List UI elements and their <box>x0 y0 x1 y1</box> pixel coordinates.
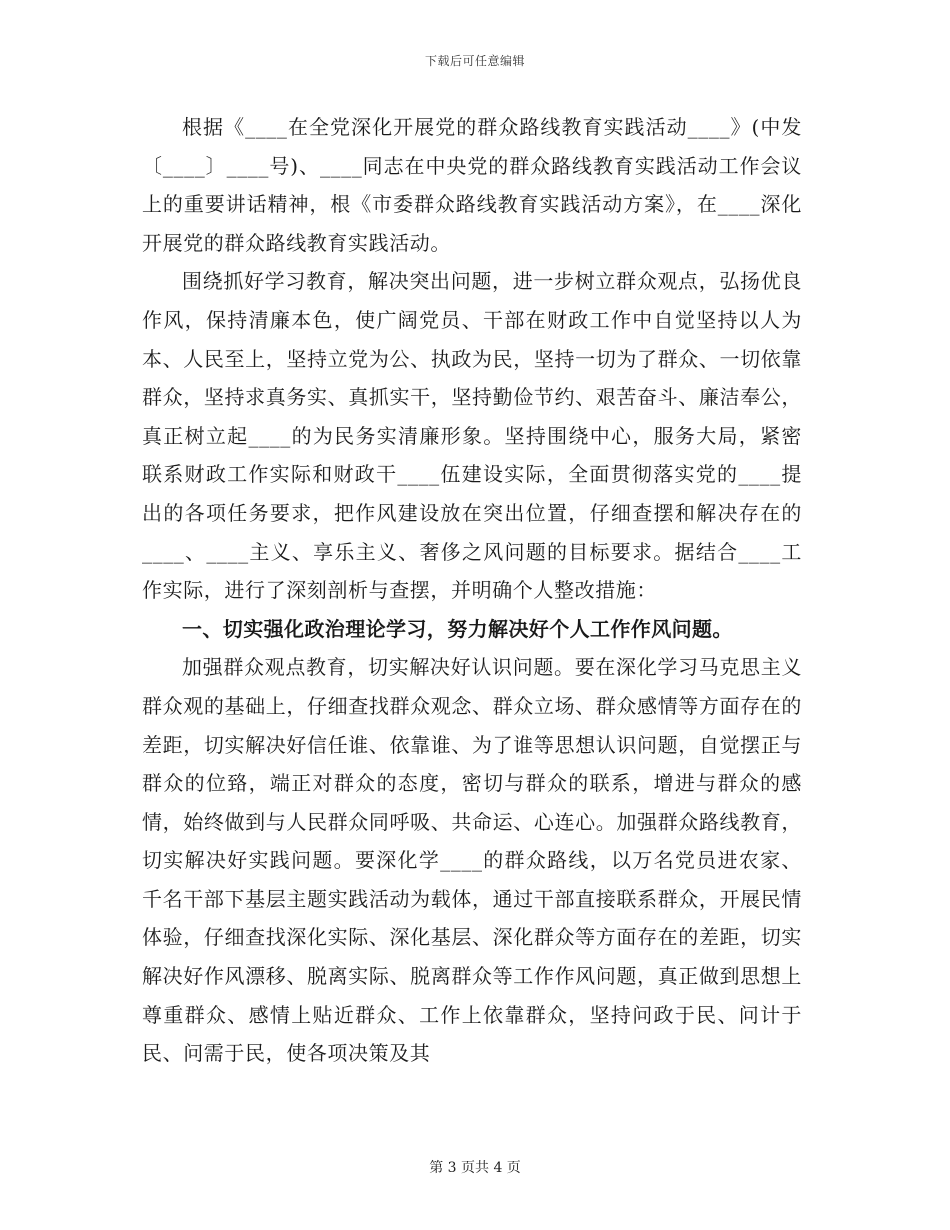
section-heading-1: 一、切实强化政治理论学习，努力解决好个人工作作风问题。 <box>182 616 733 641</box>
paragraph-section-1-body: 加强群众观点教育，切实解决好认识问题。要在深化学习马克思主义群众观的基础上，仔细查找群众观念、群众立场、群众感情等方面存在的差距，切实解决好信任谁、依靠谁、为了谁等思想认识问题，自觉摆正与群众的位臵，端正对群众的态度，密切与群众的联系，增进与群众的感情，始终做到与人民群众同呼吸、共命运、心连心。加强群众路线教育，切实解决好实践问题。要深化学____的群众路线，以万名党员进农家、千名干部下基层主题实践活动为载体，通过干部直接联系群众，开展民情体验，仔细查找深化实际、深化基层、深化群众等方面存在的差距，切实解决好作风漂移、脱离实际、脱离群众等工作作风问题，真正做到思想上尊重群众、感情上贴近群众、工作上依靠群众，坚持问政于民、问计于民、问需于民，使各项决策及其 <box>142 655 802 1066</box>
page-number: 第 3 页共 4 页 <box>429 1160 521 1176</box>
paragraph-goals: 围绕抓好学习教育，解决突出问题，进一步树立群众观点，弘扬优良作风，保持清廉本色，使广阔党员、干部在财政工作中自觉坚持以人为本、人民至上，坚持立党为公、执政为民，坚持一切为了群众、一切依靠群众，坚持求真务实、真抓实干，坚持勤俭节约、艰苦奋斗、廉洁奉公，真正树立起____的为民务实清廉形象。坚持围绕中心，服务大局，紧密联系财政工作实际和财政干____伍建设实际，全面贯彻落实党的____提出的各项任务要求，把作风建设放在突出位置，仔细查摆和解决存在的____、____主义、享乐主义、奢侈之风问题的目标要求。据结合____工作实际，进行了深刻剖析与查摆，并明确个人整改措施： <box>142 269 802 603</box>
header-note: 下载后可任意编辑 <box>424 54 525 68</box>
paragraph-intro: 根据《____在全党深化开展党的群众路线教育实践活动____》(中发〔____〕____号)、____同志在中央党的群众路线教育实践活动工作会议上的重要讲话精神，根《市委群众路线教育实践活动方案》，在____深化开展党的群众路线教育实践活动。 <box>142 115 802 255</box>
document-body <box>142 108 802 1073</box>
